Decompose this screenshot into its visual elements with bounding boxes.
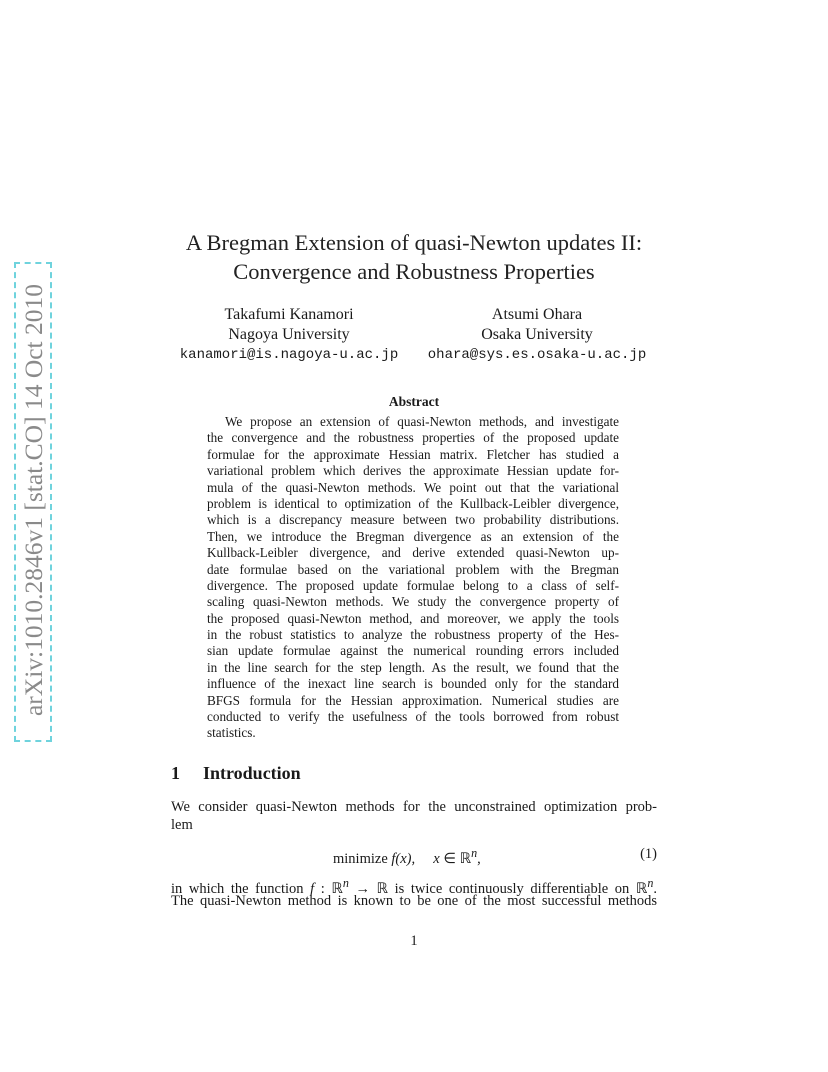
page-number: 1 xyxy=(410,933,418,949)
equation-space: ℝ xyxy=(459,850,472,867)
author-name: Takafumi Kanamori xyxy=(224,306,354,323)
equation-variable: x xyxy=(433,850,440,867)
author-email: kanamori@is.nagoya-u.ac.jp xyxy=(179,347,399,363)
author-block-1 xyxy=(159,305,419,365)
math-power: n xyxy=(342,876,349,890)
text-run: → ℝ is twice continuously differentiable on ℝ xyxy=(348,880,648,897)
intro-paragraph-1 xyxy=(171,799,657,834)
section-heading xyxy=(171,763,301,784)
abstract-line: divergence. The proposed update formulae belong to a class of self- xyxy=(207,577,619,593)
section-number: 1 xyxy=(171,763,180,783)
equation-1 xyxy=(171,846,657,866)
abstract-line: date formulae based on the variational problem with the Bregman xyxy=(207,561,619,577)
section-title: Introduction xyxy=(203,763,301,783)
equation-body xyxy=(333,846,481,868)
abstract-line: variational problem which derives the approximate Hessian update for- xyxy=(207,463,619,479)
abstract-line: BFGS formula for the Hessian approximation. Numerical studies are xyxy=(207,692,619,708)
abstract-heading: Abstract xyxy=(388,394,440,409)
paragraph-line: We consider quasi-Newton methods for the unconstrained optimization prob- xyxy=(171,799,657,815)
author-block-2 xyxy=(407,305,667,365)
abstract-line: statistics. xyxy=(207,725,256,741)
author-affiliation: Osaka University xyxy=(481,326,593,343)
abstract-line: in the line search for the step length. As the result, we found that the xyxy=(207,659,619,675)
abstract-line: conducted to verify the usefulness of the tools borrowed from robust xyxy=(207,709,619,725)
paragraph-line: The quasi-Newton method is known to be one of the most successful methods xyxy=(171,892,657,909)
abstract-line: sian update formulae against the numerical rounding errors included xyxy=(207,643,619,659)
abstract-line: formulae for the approximate Hessian matrix. Fletcher has studied a xyxy=(207,446,619,462)
math-power: n xyxy=(647,876,654,890)
abstract-line: influence of the inexact line search is bounded only for the standard xyxy=(207,676,619,692)
math-f: f xyxy=(310,880,315,897)
abstract-line: Then, we introduce the Bregman divergence as an extension of the xyxy=(207,528,619,544)
abstract-line: mula of the quasi-Newton methods. We point out that the variational xyxy=(207,479,619,495)
text-run: . xyxy=(653,880,657,897)
author-email: ohara@sys.es.osaka-u.ac.jp xyxy=(427,347,647,363)
abstract-line: the proposed quasi-Newton method, and moreover, we apply the tools xyxy=(207,610,619,626)
abstract-body xyxy=(207,414,619,742)
abstract-line: which is a discrepancy measure between two probability distributions. xyxy=(207,512,619,528)
paragraph-line xyxy=(171,875,657,897)
abstract-line: in the robust statistics to analyze the robustness property of the Hes- xyxy=(207,627,619,643)
abstract-line: Kullback-Leibler divergence, and derive extended quasi-Newton up- xyxy=(207,545,619,561)
abstract-line: We propose an extension of quasi-Newton methods, and investigate xyxy=(225,414,619,429)
paper-title-line-1: A Bregman Extension of quasi-Newton updates II: xyxy=(185,230,643,255)
abstract-line: scaling quasi-Newton methods. We study the convergence property of xyxy=(207,594,619,610)
arxiv-stamp: arXiv:1010.2846v1 [stat.CO] 14 Oct 2010 xyxy=(19,283,48,717)
abstract-line: problem is identical to optimization of the Kullback-Leibler divergence, xyxy=(207,495,619,511)
equation-space-power: n xyxy=(471,846,478,860)
text-run: in which the function xyxy=(171,880,311,897)
intro-paragraph-2 xyxy=(171,875,657,910)
equation-in-symbol: ∈ xyxy=(443,850,456,867)
abstract-line: the convergence and the robustness properties of the proposed update xyxy=(207,430,619,446)
author-name: Atsumi Ohara xyxy=(491,306,583,323)
paragraph-line: lem xyxy=(171,816,193,833)
equation-number: (1) xyxy=(640,846,657,862)
equation-objective: f(x), xyxy=(391,850,416,867)
author-affiliation: Nagoya University xyxy=(228,326,350,343)
equation-trailing: , xyxy=(477,850,481,867)
paper-title-line-2: Convergence and Robustness Properties xyxy=(233,259,595,284)
text-run: : ℝ xyxy=(314,880,343,897)
equation-minimize: minimize xyxy=(333,850,388,867)
